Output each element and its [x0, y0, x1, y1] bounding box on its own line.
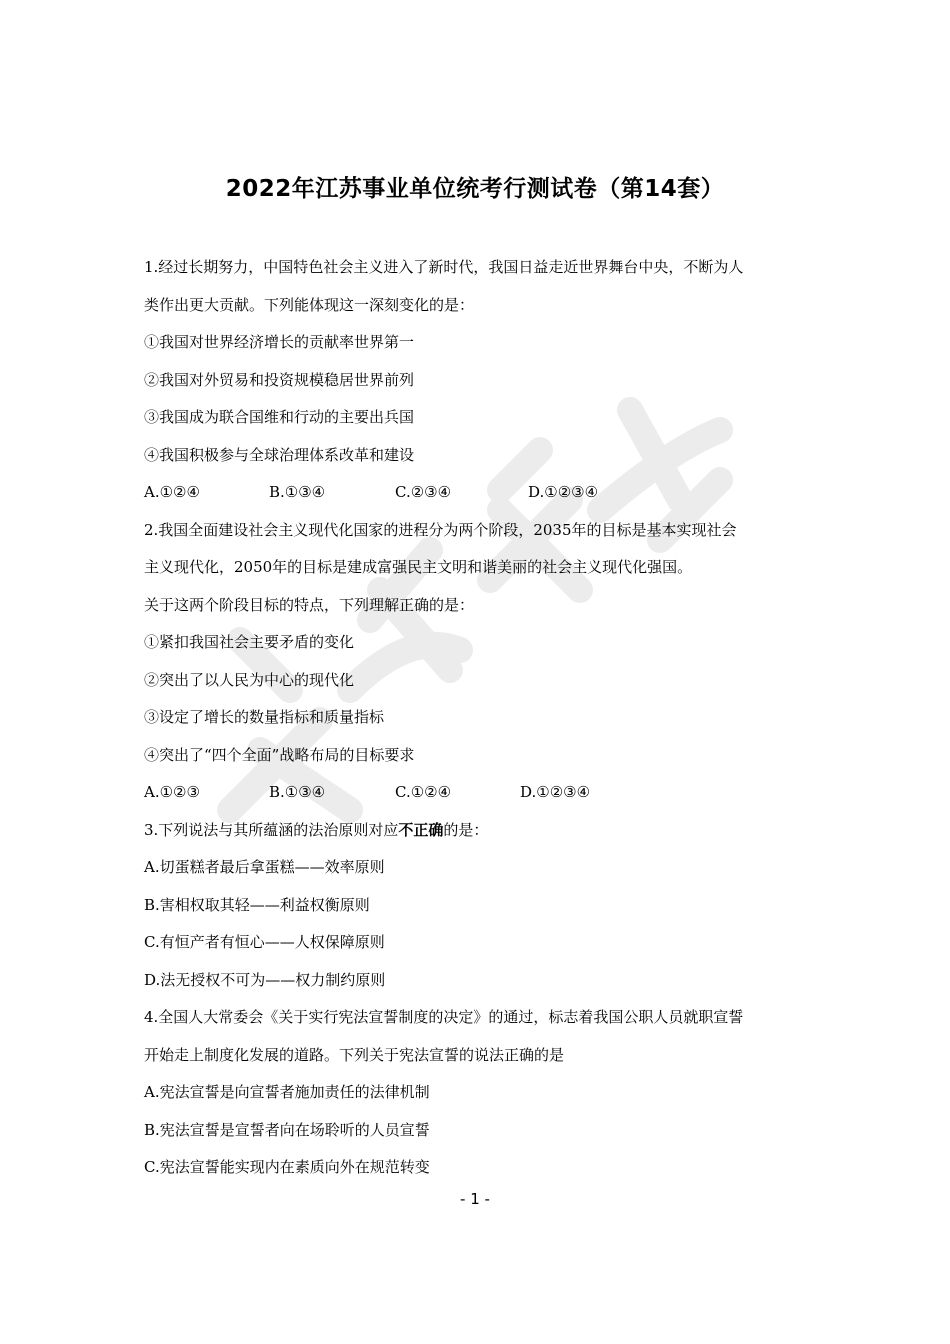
- q2-stem-line-3: 关于这两个阶段目标的特点，下列理解正确的是：: [144, 595, 475, 614]
- q1-options: [144, 474, 814, 512]
- q4-option-b: B.宪法宣誓是宣誓者向在场聆听的人员宣誓: [144, 1120, 430, 1139]
- q3-option-d: D.法无授权不可为——权力制约原则: [144, 970, 386, 989]
- q4-option-a: A.宪法宣誓是向宣誓者施加责任的法律机制: [144, 1083, 430, 1101]
- q1-stem-line-1: 1.经过长期努力，中国特色社会主义进入了新时代，我国日益走近世界舞台中央，不断为人: [144, 258, 744, 276]
- q1-option-b: B.①③④: [269, 483, 326, 501]
- q2-item-1: ①紧扣我国社会主要矛盾的变化: [144, 633, 355, 651]
- q1-option-a: A.①②④: [144, 483, 200, 501]
- q1-option-d: D.①②③④: [528, 483, 599, 501]
- q4-stem-line-2: 开始走上制度化发展的道路。下列关于宪法宣誓的说法正确的是: [144, 1045, 565, 1064]
- q2-stem-line-2: 主义现代化，2050年的目标是建成富强民主文明和谐美丽的社会主义现代化强国。: [144, 558, 693, 576]
- q2-option-d: D.①②③④: [520, 783, 591, 801]
- q2-stem-line-1: 2.我国全面建设社会主义现代化国家的进程分为两个阶段，2035年的目标是基本实现社会: [144, 520, 737, 539]
- q1-item-2: ②我国对外贸易和投资规模稳居世界前列: [144, 370, 415, 389]
- q3-stem-prefix: 3.下列说法与其所蕴涵的法治原则对应: [144, 820, 399, 839]
- q2-option-a: A.①②③: [144, 783, 200, 801]
- q2-options: [144, 774, 814, 812]
- q3-stem: [144, 812, 814, 850]
- page-number: - 1 -: [460, 1190, 490, 1208]
- q1-option-c: C.②③④: [395, 483, 452, 501]
- q4-option-c: C.宪法宣誓能实现内在素质向外在规范转变: [144, 1158, 430, 1176]
- q2-item-4: ④突出了“四个全面”战略布局的目标要求: [144, 745, 415, 764]
- q4-stem-line-1: 4.全国人大常委会《关于实行宪法宣誓制度的决定》的通过，标志着我国公职人员就职宣誓: [144, 1008, 744, 1026]
- q1-item-1: ①我国对世界经济增长的贡献率世界第一: [144, 333, 415, 351]
- q1-item-4: ④我国积极参与全球治理体系改革和建设: [144, 445, 415, 464]
- q3-option-c: C.有恒产者有恒心——人权保障原则: [144, 933, 385, 951]
- q2-item-2: ②突出了以人民为中心的现代化: [144, 670, 355, 689]
- q3-option-a: A.切蛋糕者最后拿蛋糕——效率原则: [144, 858, 385, 876]
- q2-item-3: ③设定了增长的数量指标和质量指标: [144, 708, 385, 726]
- question-body: [144, 249, 814, 1187]
- q3-option-b: B.害相权取其轻——利益权衡原则: [144, 895, 370, 914]
- q3-stem-suffix: 的是：: [443, 820, 489, 839]
- q3-stem-emphasis: 不正确: [398, 820, 444, 839]
- document-title: 2022年江苏事业单位统考行测试卷（第14套）: [225, 176, 725, 202]
- q1-stem-line-2: 类作出更大贡献。下列能体现这一深刻变化的是：: [144, 295, 475, 314]
- q2-option-c: C.①②④: [395, 783, 452, 801]
- q2-option-b: B.①③④: [269, 783, 326, 801]
- q1-item-3: ③我国成为联合国维和行动的主要出兵国: [144, 408, 415, 426]
